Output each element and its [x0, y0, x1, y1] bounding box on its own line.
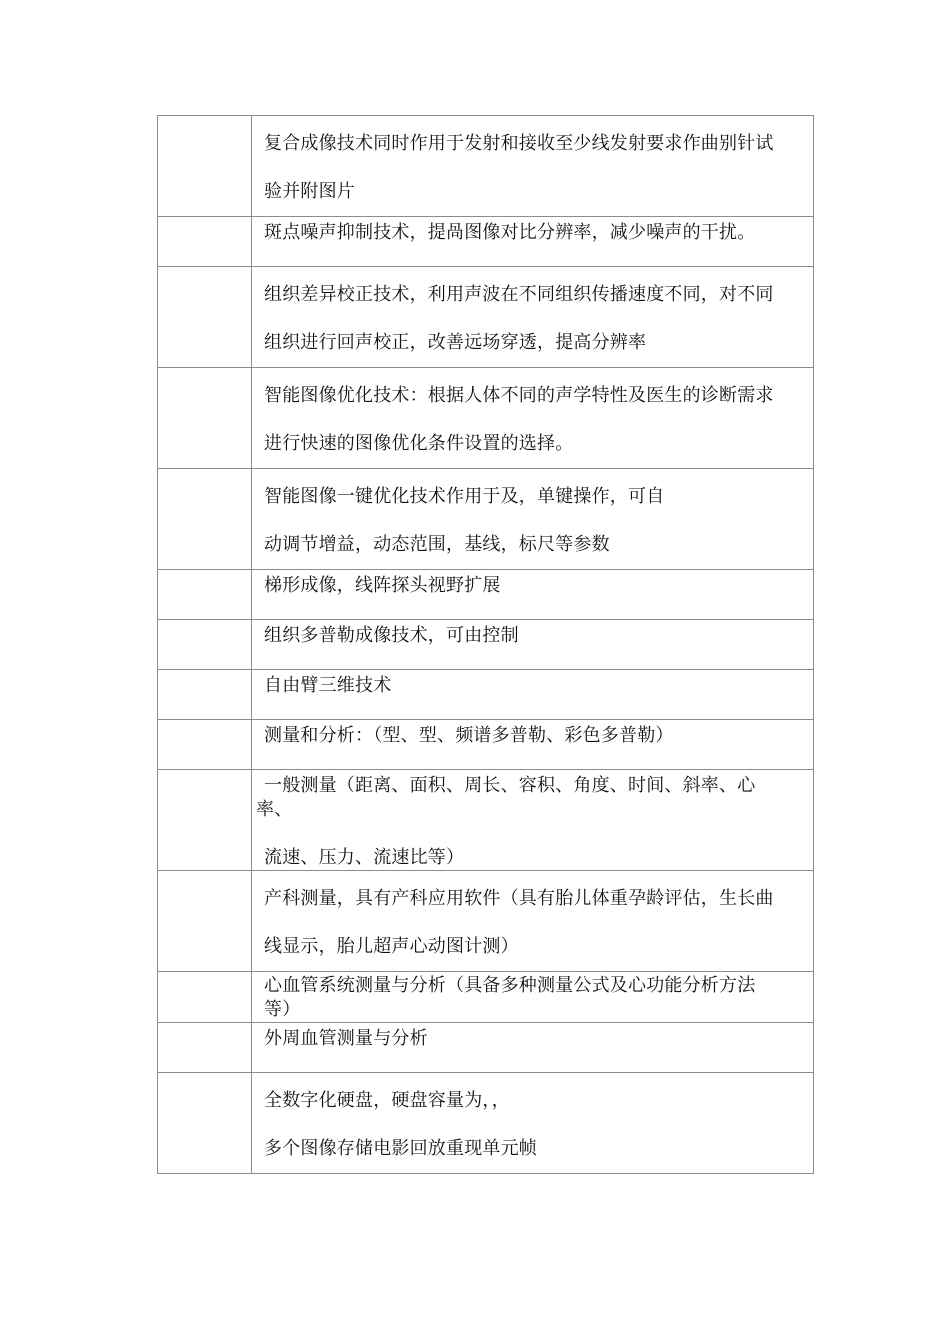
cell-line: 线显示，胎儿超声心动图计测）	[264, 936, 519, 957]
cell-line: 智能图像一键优化技术作用于及，单键操作，可自	[264, 486, 665, 507]
line-gap	[264, 822, 805, 846]
table-cell-empty	[158, 670, 252, 720]
cell-line: 等）	[264, 999, 301, 1020]
cell-line: 流速、压力、流速比等）	[264, 847, 465, 868]
cell-line: 组织差异校正技术，利用声波在不同组织传播速度不同，对不同	[264, 284, 774, 305]
table-cell-empty	[158, 267, 252, 368]
cell-line: 一般测量（距离、面积、周长、容积、角度、时间、斜率、心	[264, 775, 756, 796]
table-cell	[252, 1023, 814, 1073]
cell-line: 组织进行回声校正，改善远场穿透，提高分辨率	[264, 332, 647, 353]
spec-table	[157, 115, 814, 1174]
table-cell-empty	[158, 972, 252, 1023]
table-cell	[252, 1073, 814, 1174]
cell-line: 梯形成像，线阵探头视野扩展	[264, 575, 501, 596]
table-cell-empty	[158, 720, 252, 770]
table-cell-empty	[158, 871, 252, 972]
table-cell	[252, 871, 814, 972]
table-cell	[252, 368, 814, 469]
cell-line: 动调节增益，动态范围，基线，标尺等参数	[264, 534, 610, 555]
table-cell	[252, 972, 814, 1023]
cell-line: 全数字化硬盘，硬盘容量为，，	[264, 1090, 510, 1111]
table-row	[158, 670, 814, 720]
cell-line: 验并附图片	[264, 181, 355, 202]
table-cell	[252, 116, 814, 217]
table-row	[158, 570, 814, 620]
table-cell	[252, 570, 814, 620]
table-cell-empty	[158, 570, 252, 620]
cell-line: 组织多普勒成像技术，可由控制	[264, 625, 519, 646]
table-row	[158, 871, 814, 972]
table-cell-empty	[158, 1023, 252, 1073]
table-cell-empty	[158, 368, 252, 469]
table-cell-empty	[158, 469, 252, 570]
cell-line: 复合成像技术同时作用于发射和接收至少线发射要求作曲别针试	[264, 133, 774, 154]
cell-line: 心血管系统测量与分析（具备多种测量公式及心功能分析方法	[264, 975, 756, 996]
table-cell-empty	[158, 217, 252, 267]
cell-line: 进行快速的图像优化条件设置的选择。	[264, 433, 574, 454]
table-row	[158, 116, 814, 217]
table-row	[158, 620, 814, 670]
cell-line: 智能图像优化技术：根据人体不同的声学特性及医生的诊断需求	[264, 385, 774, 406]
table-row	[158, 720, 814, 770]
table-cell-empty	[158, 1073, 252, 1174]
table-row	[158, 217, 814, 267]
table-cell	[252, 620, 814, 670]
table-row	[158, 1023, 814, 1073]
cell-line: 多个图像存储电影回放重现单元帧	[264, 1138, 537, 1159]
table-row	[158, 368, 814, 469]
table-cell	[252, 469, 814, 570]
cell-line: 斑点噪声抑制技术，提咼图像对比分辨率，减少噪声的干扰。	[264, 222, 756, 243]
cell-line: 率、	[256, 799, 293, 820]
cell-line: 外周血管测量与分析	[264, 1028, 428, 1049]
table-cell	[252, 720, 814, 770]
table-cell	[252, 267, 814, 368]
table-cell-empty	[158, 116, 252, 217]
table-cell	[252, 670, 814, 720]
table-row	[158, 1073, 814, 1174]
cell-line: 自由臂三维技术	[264, 675, 392, 696]
table-row	[158, 469, 814, 570]
table-row	[158, 267, 814, 368]
table-cell	[252, 770, 814, 871]
table-cell-empty	[158, 770, 252, 871]
table-row	[158, 770, 814, 871]
cell-line: 产科测量，具有产科应用软件（具有胎儿体重孕龄评估，生长曲	[264, 888, 774, 909]
table-cell-empty	[158, 620, 252, 670]
table-cell	[252, 217, 814, 267]
table-row	[158, 972, 814, 1023]
cell-line: 测量和分析：（型、型、频谱多普勒、彩色多普勒）	[264, 725, 674, 746]
